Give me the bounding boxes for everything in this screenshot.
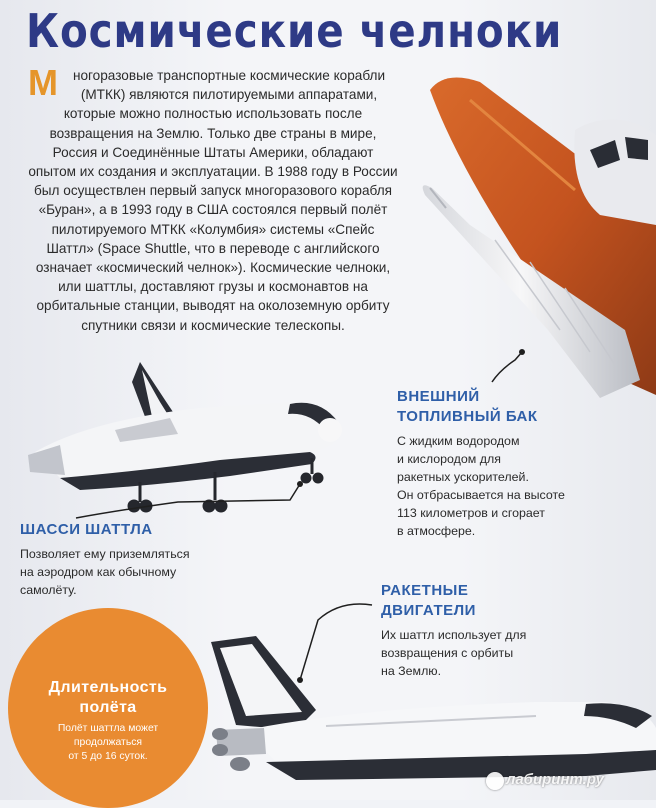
gear-heading: ШАССИ ШАТТЛА xyxy=(20,521,153,538)
tank-line: и кислородом для xyxy=(397,452,501,466)
tank-line: в атмосфере. xyxy=(397,524,476,538)
engines-line: на Землю. xyxy=(381,664,442,678)
gear-line: на аэродром как обычному xyxy=(20,565,177,579)
tank-description xyxy=(397,432,565,540)
intro-text: ногоразовые транспортные космические корабли (МТКК) являются пилотируемыми аппаратами, которые можно полностью использовать после возвращения на Землю. Только две страны в мире, Россия и Соединённые Штаты Америки, обладают опытом их создания и эксплуатации. В 1988 году в России был осуществлен первый запуск многоразового корабля «Буран», а в 1993 году в США состоялся первый полёт пилотируемого МТКК «Колумбия» системы «Спейс Шаттл» (Space Shuttle, что в переводе с английского означает «космический челнок»). Космические челноки, или шаттлы, доставляют грузы и космонавтов на орбитальные станции, выводят на околоземную орбиту спутники связи и космические телескопы. xyxy=(28,68,398,333)
watermark: лабиринт.ру xyxy=(506,771,604,788)
engines-heading-line-2: ДВИГАТЕЛИ xyxy=(381,602,476,619)
badge-title xyxy=(8,678,208,718)
tank-heading-line-1: ВНЕШНИЙ xyxy=(397,388,480,405)
badge-line: Полёт шаттла может xyxy=(57,723,159,734)
gear-description xyxy=(20,545,190,599)
flight-duration-badge xyxy=(8,608,208,808)
engines-description xyxy=(381,626,526,680)
tank-heading xyxy=(397,387,538,427)
badge-title-line-1: Длительность xyxy=(48,679,168,696)
page-title: Космические челноки xyxy=(26,4,563,58)
engines-heading xyxy=(381,581,476,621)
gear-line: самолёту. xyxy=(20,583,77,597)
tank-heading-line-2: ТОПЛИВНЫЙ БАК xyxy=(397,408,538,425)
tank-line: 113 километров и сгорает xyxy=(397,506,545,520)
drop-cap: М xyxy=(28,62,58,103)
tank-line: ракетных ускорителей. xyxy=(397,470,529,484)
badge-line: от 5 до 16 суток. xyxy=(68,751,148,762)
tank-line: С жидким водородом xyxy=(397,434,520,448)
engines-heading-line-1: РАКЕТНЫЕ xyxy=(381,582,469,599)
engines-line: возвращения с орбиты xyxy=(381,646,514,660)
engines-line: Их шаттл использует для xyxy=(381,628,527,642)
badge-title-line-2: полёта xyxy=(79,699,137,716)
badge-text xyxy=(28,722,188,764)
gear-line: Позволяет ему приземляться xyxy=(20,547,190,561)
badge-line: продолжаться xyxy=(73,737,143,748)
tank-line: Он отбрасывается на высоте xyxy=(397,488,565,502)
watermark-logo-icon xyxy=(486,772,504,790)
